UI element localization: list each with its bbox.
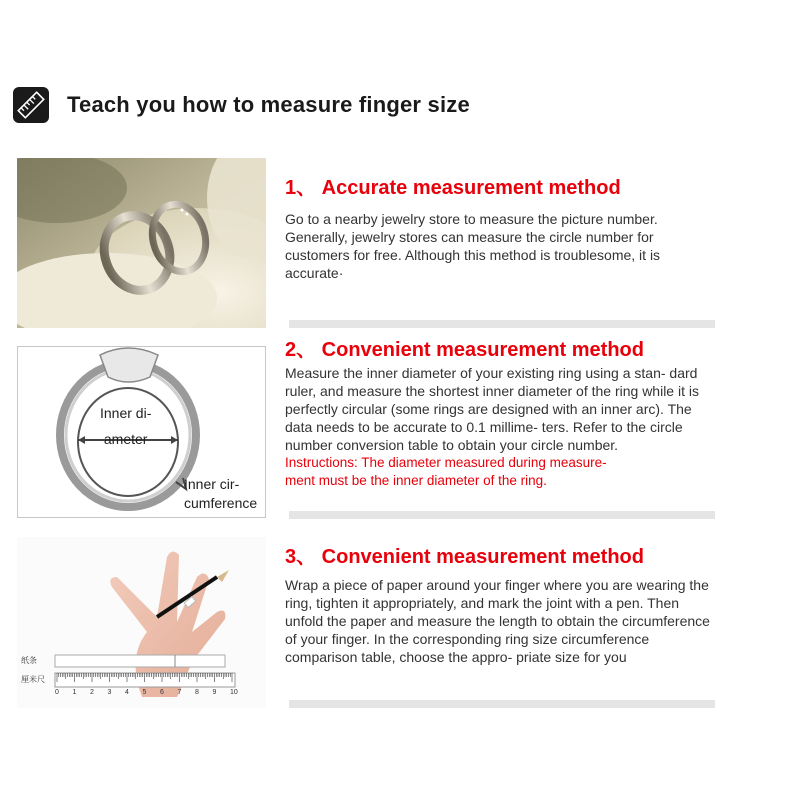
paper-strip-label: 纸条: [21, 656, 37, 665]
wedding-rings-photo: [17, 158, 266, 328]
divider: [289, 700, 715, 708]
section-3-body: Wrap a piece of paper around your finger where you are wearing the ring, tighten it appropriately, and mark the joint with a pen. Then unfold the paper and measure the length to obtain the circumference of your finger. In the corresponding ring size circumference comparison table, choose the appro- priate size for you: [285, 577, 710, 665]
page-title: Teach you how to measure finger size: [67, 92, 470, 117]
inner-diameter-label-line1: Inner di-: [100, 405, 152, 421]
ruler-tick-label: 10: [230, 689, 238, 696]
inner-circumference-label: [184, 475, 257, 513]
section-3: [285, 540, 720, 666]
ruler-label: 厘米尺: [21, 675, 45, 684]
section-1: [285, 171, 720, 282]
section-1-body: Go to a nearby jewelry store to measure the picture number. Generally, jewelry stores can measure the circle number for customers for free. Although this method is troublesome, it is accurate·: [285, 211, 661, 281]
inner-diameter-label: [100, 404, 151, 449]
ruler-tick-label: 0: [55, 689, 59, 696]
ruler-tick-label: 2: [90, 689, 94, 696]
section-2-note-line1: Instructions: The diameter measured during measure-: [285, 455, 607, 470]
section-2: [285, 333, 720, 490]
ruler-tick-label: 8: [195, 689, 199, 696]
page-header: [13, 86, 470, 124]
ruler-tick-label: 7: [177, 689, 182, 696]
ruler-tick-label: 9: [212, 689, 217, 696]
ruler-tick-label: 1: [72, 689, 77, 696]
hand-measure-photo: [17, 537, 266, 708]
ruler-tick-label: 6: [160, 689, 164, 696]
ruler-icon: [13, 87, 49, 123]
inner-circumference-label-line2: cumference: [184, 495, 258, 511]
inner-diameter-label-line2: ameter: [103, 431, 148, 447]
section-1-title: 1、 Accurate measurement method: [285, 177, 621, 199]
ruler-tick-label: 5: [142, 689, 147, 696]
section-2-title: 2、 Convenient measurement method: [285, 339, 644, 361]
section-2-body: Measure the inner diameter of your existing ring using a stan- dard ruler, and measure the shortest inner diameter of the ring while it is perfectly circular (some rings are designed with an inner arc). The data needs to be accurate to 0.1 millime- ters. Refer to the circle number conversion table to obtain your circle number.: [285, 365, 699, 453]
inner-circumference-label-line1: Inner cir-: [184, 476, 240, 492]
ruler-tick-label: 4: [125, 689, 129, 696]
ruler-tick-label: 3: [107, 689, 112, 696]
ring-diagram: [17, 346, 266, 518]
section-3-title: 3、 Convenient measurement method: [285, 546, 644, 568]
divider: [289, 511, 715, 519]
section-2-note-line2: ment must be the inner diameter of the ring.: [285, 473, 547, 488]
divider: [289, 320, 715, 328]
